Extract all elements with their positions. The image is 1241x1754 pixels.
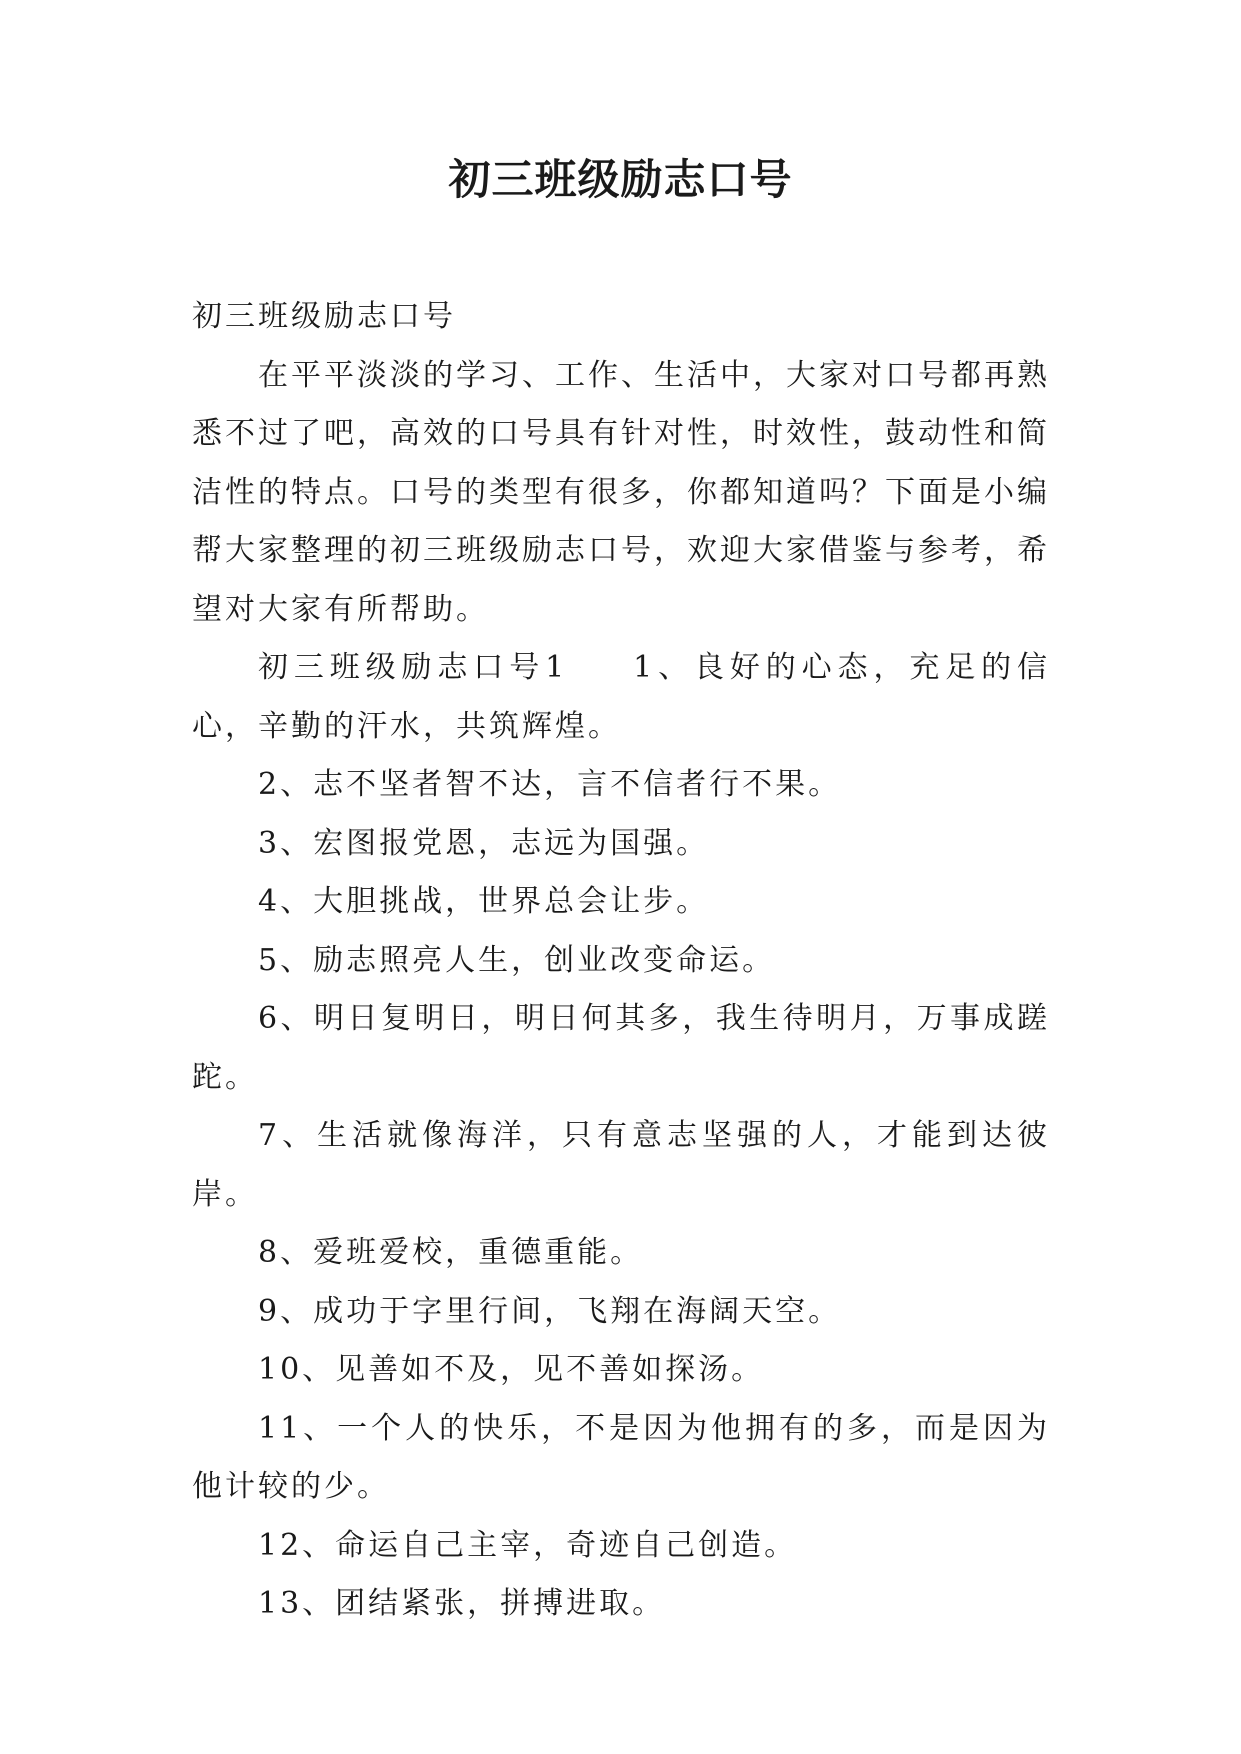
document-subtitle: 初三班级励志口号 xyxy=(192,299,456,334)
slogan-item: 10、见善如不及，见不善如探汤。 xyxy=(258,1352,765,1387)
slogan-item: 6、明日复明日，明日何其多，我生待明月，万事成蹉跎。 xyxy=(192,1001,1050,1095)
slogan-item: 7、生活就像海洋，只有意志坚强的人，才能到达彼岸。 xyxy=(192,1118,1050,1212)
document-title: 初三班级励志口号 xyxy=(448,155,793,204)
slogan-item: 12、命运自己主宰，奇迹自己创造。 xyxy=(258,1527,798,1563)
slogan-item: 8、爱班爱校，重德重能。 xyxy=(258,1235,644,1270)
section-heading: 初三班级励志口号1 xyxy=(258,650,568,685)
slogan-item: 2、志不坚者智不达，言不信者行不果。 xyxy=(258,767,842,802)
slogan-item: 13、团结紧张，拼搏进取。 xyxy=(258,1586,666,1621)
slogan-item: 1、良好的心态，充足的信心，辛勤的汗水，共筑辉煌。 xyxy=(192,650,1050,744)
slogan-item: 5、励志照亮人生，创业改变命运。 xyxy=(258,942,776,978)
slogan-item: 11、一个人的快乐，不是因为他拥有的多，而是因为他计较的少。 xyxy=(192,1410,1050,1504)
document-body xyxy=(192,288,1050,1634)
slogan-item: 3、宏图报党恩，志远为国强。 xyxy=(258,825,710,861)
intro-paragraph: 在平平淡淡的学习、工作、生活中，大家对口号都再熟悉不过了吧，高效的口号具有针对性，时效性，鼓动性和简洁性的特点。口号的类型有很多，你都知道吗？下面是小编帮大家整理的初三班级励志口号，欢迎大家借鉴与参考，希望对大家有所帮助。 xyxy=(192,357,1050,627)
slogan-item: 4、大胆挑战，世界总会让步。 xyxy=(258,884,710,919)
section-first-paragraph xyxy=(192,639,1050,756)
slogan-item: 9、成功于字里行间，飞翔在海阔天空。 xyxy=(258,1293,842,1329)
